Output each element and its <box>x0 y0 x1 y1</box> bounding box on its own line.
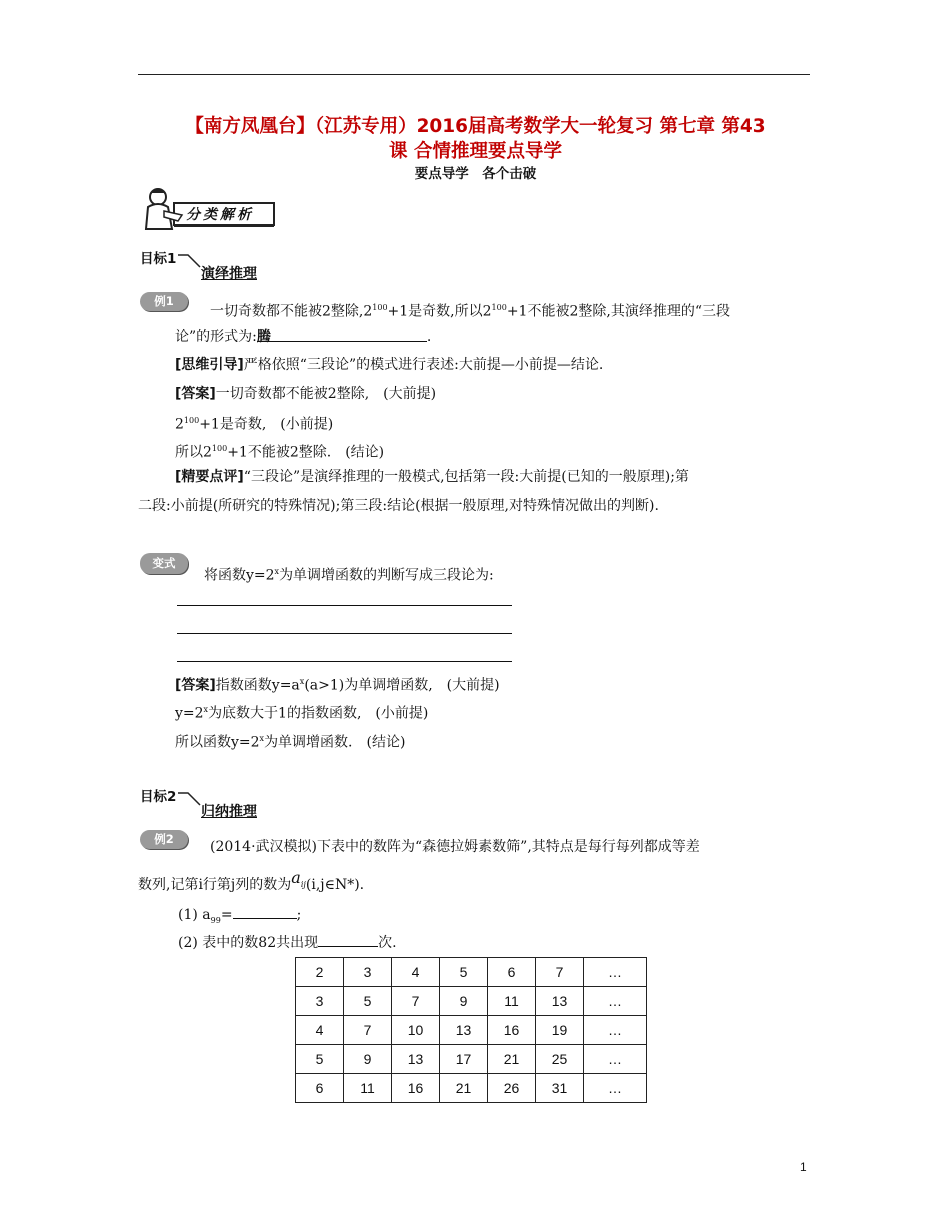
ex1-answer-blank[interactable] <box>256 327 427 345</box>
question-2 <box>178 932 397 953</box>
variant-answer-label: [答案] <box>175 677 216 694</box>
answer-1-line1 <box>175 384 436 404</box>
table-cell: 7 <box>392 987 440 1016</box>
table-cell: 13 <box>536 987 584 1016</box>
table-cell: 7 <box>344 1016 392 1045</box>
table-cell: 21 <box>488 1045 536 1074</box>
answer-line-3[interactable] <box>177 661 512 662</box>
table-cell: 6 <box>488 958 536 987</box>
section1-heading: 演绎推理 <box>201 266 257 282</box>
hint-label: [思维引导] <box>175 357 244 373</box>
table-cell: 3 <box>344 958 392 987</box>
variant-ans-exp-1: x <box>299 677 305 686</box>
table-cell: 11 <box>488 987 536 1016</box>
comment-line1 <box>175 467 689 487</box>
ex1-text-a: 一切奇数都不能被2整除,2 <box>210 303 373 320</box>
table-cell: 5 <box>296 1045 344 1074</box>
answer-1-exp-b: 100 <box>211 444 228 453</box>
variant-ans-3a: 所以函数y=2 <box>175 734 260 751</box>
variant-answer-line2 <box>175 700 428 724</box>
sundaram-sieve-table <box>295 957 647 1103</box>
table-cell: 9 <box>344 1045 392 1074</box>
table-cell: 10 <box>392 1016 440 1045</box>
table-cell: 6 <box>296 1074 344 1103</box>
page-title <box>138 114 813 164</box>
variant-ans-2b: 为底数大于1的指数函数, (小前提) <box>208 705 429 722</box>
table-cell: 3 <box>296 987 344 1016</box>
comment-label: [精要点评] <box>175 469 244 485</box>
q1-text-a: (1) a <box>178 907 211 923</box>
ex1-text-b: +1是奇数,所以2 <box>387 303 492 320</box>
table-cell: 4 <box>296 1016 344 1045</box>
answer-1-label: [答案] <box>175 386 216 402</box>
example-1-tag: 例1 <box>140 292 188 311</box>
variant-text-b: 为单调增函数的判断写成三段论为: <box>279 567 494 584</box>
table-cell: 31 <box>536 1074 584 1103</box>
table-cell: 7 <box>536 958 584 987</box>
ex1-text-c: +1不能被2整除,其演绎推理的“三段 <box>506 303 730 320</box>
example-1-problem-line2 <box>175 327 431 347</box>
table-cell: 16 <box>488 1016 536 1045</box>
variant-exp: x <box>274 567 280 576</box>
example-2-tag: 例2 <box>140 830 188 849</box>
title-line-2: 课 合情推理要点导学 <box>389 141 562 162</box>
q2-text-a: (2) 表中的数82共出现 <box>178 935 319 951</box>
table-cell: 5 <box>440 958 488 987</box>
answer-1-text-1: 一切奇数都不能被2整除, (大前提) <box>215 386 437 402</box>
variant-ans-exp-2: x <box>203 705 209 714</box>
q1-end: ; <box>296 907 302 923</box>
variant-text-a: 将函数y=2 <box>204 567 275 584</box>
arrow-icon <box>178 251 202 269</box>
target-tag-2 <box>140 785 176 805</box>
variant-ans-3b: 为单调增函数. (结论) <box>264 734 406 751</box>
table-cell: 11 <box>344 1074 392 1103</box>
answer-line-1[interactable] <box>177 605 512 606</box>
ex1-line2-text: 论”的形式为: <box>175 329 257 345</box>
variant-ans-2a: y=2 <box>175 705 204 722</box>
table-cell: 25 <box>536 1045 584 1074</box>
table-cell: 4 <box>392 958 440 987</box>
comment-text-1: “三段论”是演绎推理的一般模式,包括第一段:大前提(已知的一般原理);第 <box>243 469 689 485</box>
variant-ans-1b: (a>1)为单调增函数, (大前提) <box>304 677 500 694</box>
ex2-line2-b: (i,j∈N*). <box>305 877 365 893</box>
answer-1-line3 <box>175 439 384 463</box>
q1-text-b: = <box>220 907 233 923</box>
hint-text: 严格依照“三段论”的模式进行表述:大前提—小前提—结论. <box>243 357 604 373</box>
ex1-answer-mark: 腾 <box>256 329 271 345</box>
page-number: 1 <box>800 1160 807 1174</box>
table-row <box>296 958 647 987</box>
answer-1-line2 <box>175 411 333 435</box>
variant-problem <box>204 562 494 586</box>
answer-1-3b: +1不能被2整除. (结论) <box>227 444 385 461</box>
table-cell: … <box>584 958 647 987</box>
ex1-period: . <box>426 329 432 345</box>
table-cell: 5 <box>344 987 392 1016</box>
ex1-exp-2: 100 <box>491 303 507 312</box>
ex1-exp-1: 100 <box>372 303 388 312</box>
answer-1-2b: +1是奇数, (小前提) <box>199 416 334 433</box>
arrow-icon <box>178 789 202 807</box>
table-cell: 17 <box>440 1045 488 1074</box>
variant-answer-line1 <box>175 672 500 696</box>
table-cell: 16 <box>392 1074 440 1103</box>
table-cell: … <box>584 1074 647 1103</box>
ex2-var-a: a <box>291 868 301 887</box>
q2-blank[interactable] <box>318 932 378 947</box>
table-cell: 21 <box>440 1074 488 1103</box>
section-banner <box>138 185 278 231</box>
table-row <box>296 1016 647 1045</box>
table-cell: 13 <box>392 1045 440 1074</box>
example-2-problem-line1: (2014·武汉模拟)下表中的数阵为“森德拉姆素数筛”,其特点是每行每列都成等差 <box>210 839 700 855</box>
answer-1-2a: 2 <box>175 416 184 433</box>
table-cell: … <box>584 987 647 1016</box>
target-tag-2-label: 目标2 <box>140 789 177 805</box>
question-1 <box>178 904 301 931</box>
table-row <box>296 1074 647 1103</box>
ex2-line2-a: 数列,记第i行第j列的数为 <box>138 877 292 893</box>
answer-1-exp-a: 100 <box>183 416 200 425</box>
comment-line2: 二段:小前提(所研究的特殊情况);第三段:结论(根据一般原理,对特殊情况做出的判断). <box>138 498 659 514</box>
answer-1-3a: 所以2 <box>175 444 212 461</box>
table-cell: 9 <box>440 987 488 1016</box>
q2-text-b: 次. <box>378 935 397 951</box>
variant-answer-line3 <box>175 729 405 753</box>
banner-label: 分类解析 <box>186 207 254 223</box>
table-cell: 19 <box>536 1016 584 1045</box>
header-rule <box>138 74 810 75</box>
title-line-1: 【南方凤凰台】（江苏专用）2016届高考数学大一轮复习 第七章 第43 <box>185 116 766 137</box>
variant-ans-exp-3: x <box>259 734 265 743</box>
hint-paragraph <box>175 355 603 375</box>
example-2-problem-line2 <box>138 868 365 901</box>
table-cell: … <box>584 1045 647 1074</box>
variant-tag: 变式 <box>140 553 188 574</box>
variant-ans-1a: 指数函数y=a <box>215 677 300 694</box>
table-cell: 26 <box>488 1074 536 1103</box>
table-cell: 2 <box>296 958 344 987</box>
table-row <box>296 1045 647 1074</box>
target-tag-1-label: 目标1 <box>140 251 177 267</box>
table-cell: 13 <box>440 1016 488 1045</box>
target-tag-1 <box>140 247 176 267</box>
ex2-var-ij: ij <box>300 879 306 889</box>
page-subtitle: 要点导学 各个击破 <box>414 166 537 182</box>
q1-sub: 99 <box>210 915 221 925</box>
answer-line-2[interactable] <box>177 633 512 634</box>
q1-blank[interactable] <box>233 904 297 919</box>
table-row <box>296 987 647 1016</box>
example-1-problem-line1 <box>210 298 730 322</box>
table-cell: … <box>584 1016 647 1045</box>
section2-heading: 归纳推理 <box>201 804 257 820</box>
